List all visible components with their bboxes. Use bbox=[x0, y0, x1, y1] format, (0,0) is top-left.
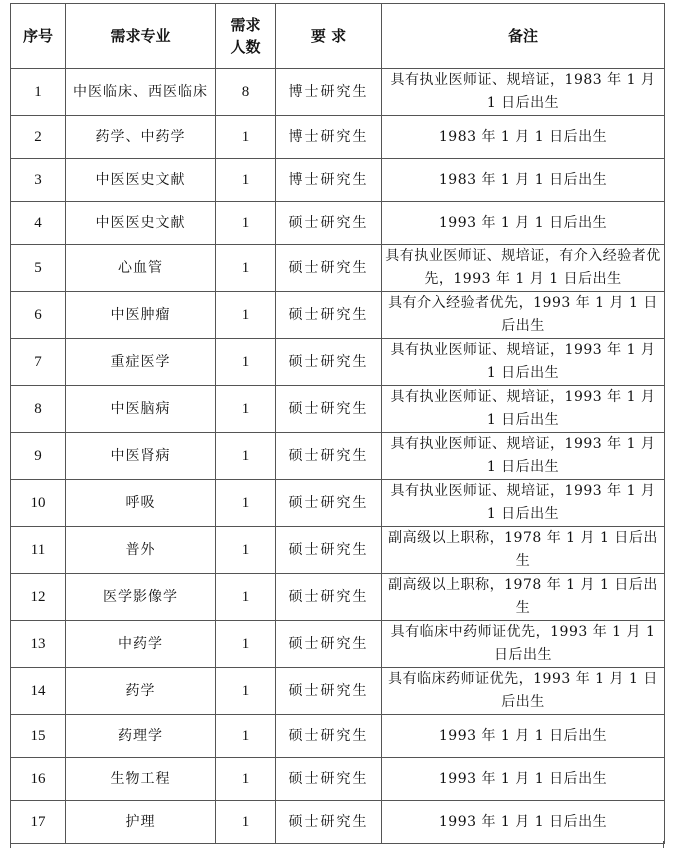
header-major: 需求专业 bbox=[66, 4, 216, 69]
table-continuation bbox=[10, 841, 664, 848]
header-no: 序号 bbox=[11, 4, 66, 69]
header-requirement: 要 求 bbox=[276, 4, 382, 69]
row-note: 具有执业医师证、规培证，1993 年 1 月 1 日后出生 bbox=[382, 386, 665, 433]
row-note: 1993 年 1 月 1 日后出生 bbox=[382, 758, 665, 801]
row-number: 9 bbox=[11, 433, 66, 480]
recruitment-table bbox=[10, 3, 665, 844]
row-major: 护理 bbox=[66, 801, 216, 844]
row-major: 中医医史文献 bbox=[66, 202, 216, 245]
row-count: 1 bbox=[216, 480, 276, 527]
row-count: 8 bbox=[216, 69, 276, 116]
row-major: 药学、中药学 bbox=[66, 116, 216, 159]
row-note: 1993 年 1 月 1 日后出生 bbox=[382, 801, 665, 844]
row-number: 12 bbox=[11, 574, 66, 621]
row-requirement: 博士研究生 bbox=[276, 69, 382, 116]
table-row bbox=[11, 433, 665, 480]
row-major: 药学 bbox=[66, 668, 216, 715]
row-number: 2 bbox=[11, 116, 66, 159]
row-note: 具有临床中药师证优先，1993 年 1 月 1 日后出生 bbox=[382, 621, 665, 668]
row-number: 4 bbox=[11, 202, 66, 245]
row-count: 1 bbox=[216, 339, 276, 386]
row-note: 1983 年 1 月 1 日后出生 bbox=[382, 116, 665, 159]
row-requirement: 硕士研究生 bbox=[276, 574, 382, 621]
row-count: 1 bbox=[216, 801, 276, 844]
row-requirement: 硕士研究生 bbox=[276, 480, 382, 527]
row-number: 10 bbox=[11, 480, 66, 527]
table-row bbox=[11, 292, 665, 339]
row-number: 11 bbox=[11, 527, 66, 574]
row-major: 中医临床、西医临床 bbox=[66, 69, 216, 116]
row-major: 中医肿瘤 bbox=[66, 292, 216, 339]
row-count: 1 bbox=[216, 292, 276, 339]
table-row bbox=[11, 480, 665, 527]
row-major: 中医肾病 bbox=[66, 433, 216, 480]
row-requirement: 硕士研究生 bbox=[276, 202, 382, 245]
row-requirement: 硕士研究生 bbox=[276, 245, 382, 292]
table-row bbox=[11, 621, 665, 668]
row-requirement: 硕士研究生 bbox=[276, 621, 382, 668]
row-count: 1 bbox=[216, 715, 276, 758]
table-row bbox=[11, 386, 665, 433]
table-row bbox=[11, 339, 665, 386]
row-requirement: 硕士研究生 bbox=[276, 527, 382, 574]
row-note: 具有执业医师证、规培证，1983 年 1 月 1 日后出生 bbox=[382, 69, 665, 116]
row-major: 药理学 bbox=[66, 715, 216, 758]
table-row bbox=[11, 527, 665, 574]
row-count: 1 bbox=[216, 621, 276, 668]
row-note: 副高级以上职称，1978 年 1 月 1 日后出生 bbox=[382, 574, 665, 621]
row-note: 1983 年 1 月 1 日后出生 bbox=[382, 159, 665, 202]
row-requirement: 博士研究生 bbox=[276, 116, 382, 159]
row-number: 3 bbox=[11, 159, 66, 202]
table-row bbox=[11, 758, 665, 801]
row-major: 医学影像学 bbox=[66, 574, 216, 621]
row-requirement: 硕士研究生 bbox=[276, 433, 382, 480]
row-requirement: 硕士研究生 bbox=[276, 386, 382, 433]
row-requirement: 博士研究生 bbox=[276, 159, 382, 202]
table-row bbox=[11, 715, 665, 758]
row-number: 14 bbox=[11, 668, 66, 715]
table-row bbox=[11, 668, 665, 715]
row-number: 7 bbox=[11, 339, 66, 386]
row-count: 1 bbox=[216, 159, 276, 202]
row-count: 1 bbox=[216, 116, 276, 159]
row-note: 1993 年 1 月 1 日后出生 bbox=[382, 202, 665, 245]
row-requirement: 硕士研究生 bbox=[276, 339, 382, 386]
row-major: 心血管 bbox=[66, 245, 216, 292]
row-number: 13 bbox=[11, 621, 66, 668]
row-number: 1 bbox=[11, 69, 66, 116]
row-major: 生物工程 bbox=[66, 758, 216, 801]
row-number: 6 bbox=[11, 292, 66, 339]
table-row bbox=[11, 202, 665, 245]
row-requirement: 硕士研究生 bbox=[276, 801, 382, 844]
row-number: 17 bbox=[11, 801, 66, 844]
row-requirement: 硕士研究生 bbox=[276, 668, 382, 715]
row-note: 具有执业医师证、规培证，1993 年 1 月 1 日后出生 bbox=[382, 339, 665, 386]
row-note: 具有临床药师证优先，1993 年 1 月 1 日后出生 bbox=[382, 668, 665, 715]
table-row bbox=[11, 69, 665, 116]
row-count: 1 bbox=[216, 386, 276, 433]
row-note: 1993 年 1 月 1 日后出生 bbox=[382, 715, 665, 758]
row-major: 中医脑病 bbox=[66, 386, 216, 433]
table-row bbox=[11, 245, 665, 292]
row-count: 1 bbox=[216, 668, 276, 715]
header-note: 备注 bbox=[382, 4, 665, 69]
table-row bbox=[11, 801, 665, 844]
row-major: 重症医学 bbox=[66, 339, 216, 386]
header-count: 需求人数 bbox=[216, 4, 276, 69]
table-header-row bbox=[11, 4, 665, 69]
row-count: 1 bbox=[216, 527, 276, 574]
row-major: 呼吸 bbox=[66, 480, 216, 527]
table-row bbox=[11, 116, 665, 159]
row-major: 中药学 bbox=[66, 621, 216, 668]
row-requirement: 硕士研究生 bbox=[276, 758, 382, 801]
row-note: 副高级以上职称，1978 年 1 月 1 日后出生 bbox=[382, 527, 665, 574]
row-note: 具有介入经验者优先，1993 年 1 月 1 日后出生 bbox=[382, 292, 665, 339]
row-number: 5 bbox=[11, 245, 66, 292]
row-number: 15 bbox=[11, 715, 66, 758]
table-row bbox=[11, 574, 665, 621]
row-number: 8 bbox=[11, 386, 66, 433]
row-requirement: 硕士研究生 bbox=[276, 715, 382, 758]
row-count: 1 bbox=[216, 245, 276, 292]
row-major: 中医医史文献 bbox=[66, 159, 216, 202]
row-note: 具有执业医师证、规培证，1993 年 1 月 1 日后出生 bbox=[382, 433, 665, 480]
row-number: 16 bbox=[11, 758, 66, 801]
row-count: 1 bbox=[216, 433, 276, 480]
row-note: 具有执业医师证、规培证，有介入经验者优先，1993 年 1 月 1 日后出生 bbox=[382, 245, 665, 292]
row-count: 1 bbox=[216, 574, 276, 621]
row-requirement: 硕士研究生 bbox=[276, 292, 382, 339]
row-note: 具有执业医师证、规培证，1993 年 1 月 1 日后出生 bbox=[382, 480, 665, 527]
row-major: 普外 bbox=[66, 527, 216, 574]
table-row bbox=[11, 159, 665, 202]
row-count: 1 bbox=[216, 758, 276, 801]
row-count: 1 bbox=[216, 202, 276, 245]
